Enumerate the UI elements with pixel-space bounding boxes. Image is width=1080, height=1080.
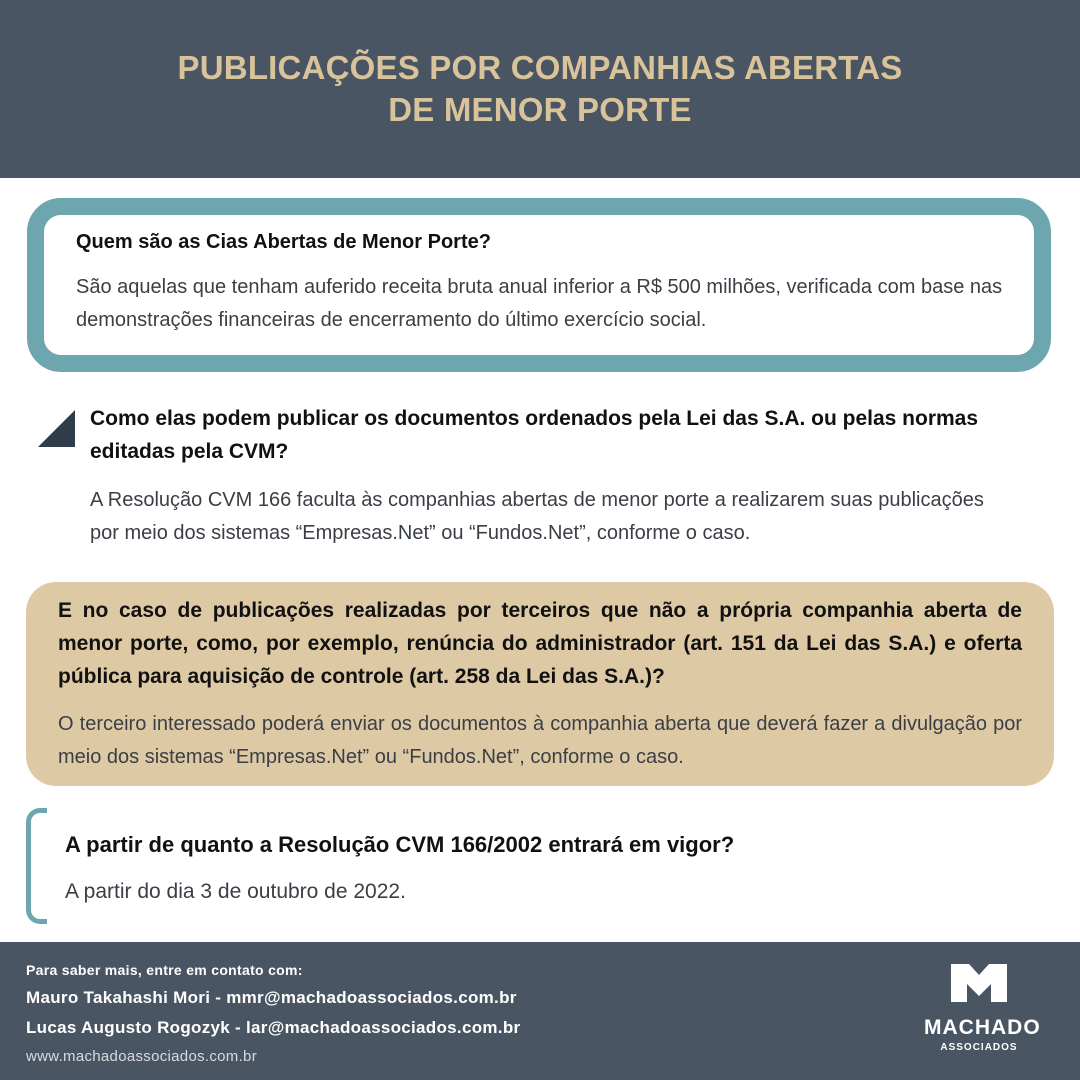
section-third-party-question: E no caso de publicações realizadas por terceiros que não a própria companhia aberta de menor porte, como, por exemplo, renúncia do administrador (art. 151 da Lei das S.A.) e oferta pública para aquisição de controle (art. 258 da Lei das S.A.)? <box>58 599 1022 688</box>
section-how-question: Como elas podem publicar os documentos ordenados pela Lei das S.A. ou pelas normas editadas pela CVM? <box>90 407 979 463</box>
section-who-question: Quem são as Cias Abertas de Menor Porte? <box>76 231 491 253</box>
website-link[interactable]: www.machadoassociados.com.br <box>26 1048 257 1065</box>
triangle-marker-icon <box>38 410 75 447</box>
logo-name: MACHADO <box>924 1016 1041 1039</box>
logo-subtitle: ASSOCIADOS <box>940 1042 1018 1053</box>
section-who-box <box>27 198 1051 372</box>
section-effective-answer: A partir do dia 3 de outubro de 2022. <box>65 880 406 903</box>
bracket-marker-icon <box>26 808 47 924</box>
section-effective-question: A partir de quanto a Resolução CVM 166/2002 entrará em vigor? <box>65 832 735 857</box>
page-title-line-1: PUBLICAÇÕES POR COMPANHIAS ABERTAS <box>177 49 903 86</box>
section-who-answer: São aquelas que tenham auferido receita bruta anual inferior a R$ 500 milhões, verificada com base nas demonstrações financeiras de encerramento do último exercício social. <box>76 276 1003 331</box>
machado-logo <box>924 964 1041 1053</box>
header-banner <box>0 0 1080 178</box>
section-third-party-answer: O terceiro interessado poderá enviar os documentos à companhia aberta que deverá fazer a divulgação por meio dos sistemas “Empresas.Net” ou “Fundos.Net”, conforme o caso. <box>58 713 1022 768</box>
section-third-party-box <box>26 582 1054 786</box>
contact-lead: Para saber mais, entre em contato com: <box>26 962 303 978</box>
page-title-line-2: DE MENOR PORTE <box>388 91 692 128</box>
m-monogram-icon <box>951 964 1007 1002</box>
section-how-answer: A Resolução CVM 166 faculta às companhias abertas de menor porte a realizarem suas publicações por meio dos sistemas “Empresas.Net” ou “Fundos.Net”, conforme o caso. <box>90 489 984 544</box>
contact-lucas[interactable]: Lucas Augusto Rogozyk - lar@machadoassociados.com.br <box>26 1018 521 1037</box>
contact-mauro[interactable]: Mauro Takahashi Mori - mmr@machadoassociados.com.br <box>26 988 517 1007</box>
footer <box>0 942 1080 1080</box>
